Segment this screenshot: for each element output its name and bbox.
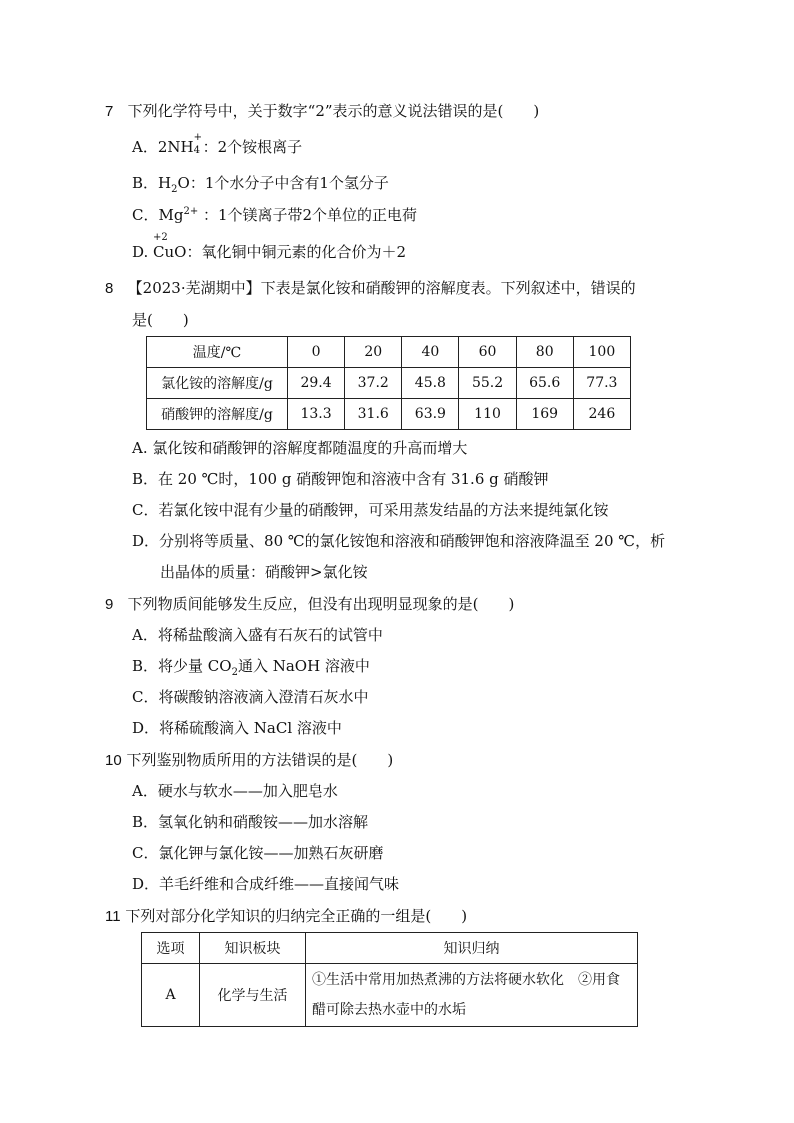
table-cell: 氯化铵的溶解度/g: [147, 368, 288, 399]
table-header-cell: 0: [288, 337, 345, 368]
q7-b-text: ：1个水分子中含有1个氢分子: [189, 174, 389, 192]
q10-option-c: C．氯化钾与氯化铵——加熟石灰研磨: [132, 844, 384, 862]
q10-option-d: D．羊毛纤维和合成纤维——直接闻气味: [132, 875, 400, 893]
q8-option-d-line2: 出晶体的质量：硝酸钾>氯化铵: [160, 563, 368, 581]
table-cell: 化学与生活: [200, 964, 306, 1027]
table-cell: 65.6: [516, 368, 573, 399]
q7-d-valence: +2: [153, 232, 168, 243]
q8-option-c: C．若氯化铵中混有少量的硝酸钾，可采用蒸发结晶的方法来提纯氯化铵: [132, 501, 609, 519]
q8-stem-text: 【2023·芜湖期中】下表是氯化铵和硝酸钾的溶解度表。下列叙述中，错误的: [127, 279, 636, 297]
table-cell: 31.6: [345, 399, 402, 430]
q7-d-text: ：氧化铜中铜元素的化合价为＋2: [186, 243, 407, 261]
table-cell: 77.3: [573, 368, 630, 399]
table-header-cell: 知识归纳: [306, 933, 638, 964]
table-cell: 246: [573, 399, 630, 430]
q7-b-label: B．: [132, 174, 159, 192]
table-header-cell: 100: [573, 337, 630, 368]
q11-stem-text: 下列对部分化学知识的归纳完全正确的一组是( ): [125, 907, 468, 925]
table-cell: ①生活中常用加热煮沸的方法将硬水软化 ②用食醋可除去热水壶中的水垢: [306, 964, 638, 1027]
q10-stem: [105, 753, 393, 768]
q7-b-o: O: [177, 174, 190, 192]
q8-number: 8: [105, 280, 114, 297]
table-cell: 37.2: [345, 368, 402, 399]
q9-option-b: [132, 657, 370, 678]
q8-option-b: B．在 20 ℃时，100 g 硝酸钾饱和溶液中含有 31.6 g 硝酸钾: [132, 470, 549, 488]
q9-stem: [105, 597, 514, 612]
q9-option-a: A．将稀盐酸滴入盛有石灰石的试管中: [132, 626, 383, 644]
q10-number: 10: [105, 752, 122, 769]
table-header-cell: 40: [402, 337, 459, 368]
q10-option-a: A．硬水与软水——加入肥皂水: [132, 782, 338, 800]
q8-option-a: A. 氯化铵和硝酸钾的溶解度都随温度的升高而增大: [132, 439, 468, 457]
q7-stem-text: 下列化学符号中，关于数字“2”表示的意义说法错误的是( ): [127, 102, 540, 120]
table-row: [147, 337, 631, 368]
table-cell: 45.8: [402, 368, 459, 399]
table-row: [147, 368, 631, 399]
table-cell: 硝酸钾的溶解度/g: [147, 399, 288, 430]
q7-a-formula: 2NH: [157, 138, 194, 156]
table-row: [142, 933, 638, 964]
solubility-table: [146, 336, 631, 430]
q7-b-sub: 2: [171, 184, 178, 195]
q9-number: 9: [105, 596, 114, 613]
table-row: [147, 399, 631, 430]
q8-stem-line1: [105, 281, 636, 296]
table-header-cell: 知识板块: [200, 933, 306, 964]
q7-stem: [105, 104, 539, 119]
table-cell: 110: [459, 399, 516, 430]
q9-stem-text: 下列物质间能够发生反应，但没有出现明显现象的是( ): [127, 595, 515, 613]
q8-stem-line2: 是( ): [132, 311, 189, 329]
table-row: [142, 964, 638, 1027]
table-header-cell: 温度/℃: [147, 337, 288, 368]
q7-c-text: ：1个镁离子带2个单位的正电荷: [198, 206, 418, 224]
q7-c-label: C．: [132, 206, 159, 224]
q7-option-b: [132, 174, 389, 195]
q9-option-c: C．将碳酸钠溶液滴入澄清石灰水中: [132, 688, 369, 706]
q11-stem: [105, 909, 467, 924]
table-cell: 13.3: [288, 399, 345, 430]
q7-a-text: ：2个铵根离子: [202, 138, 303, 156]
q7-c-mg: Mg: [158, 206, 184, 224]
q10-option-b: B．氢氧化钠和硝酸铵——加水溶解: [132, 813, 369, 831]
table-cell: 29.4: [288, 368, 345, 399]
q7-option-c: [132, 208, 417, 223]
q7-d-formula: CuO: [153, 243, 187, 261]
q7-number: 7: [105, 103, 114, 120]
table-cell: 55.2: [459, 368, 516, 399]
q11-number: 11: [105, 908, 121, 925]
q10-stem-text: 下列鉴别物质所用的方法错误的是( ): [126, 751, 394, 769]
table-header-cell: 60: [459, 337, 516, 368]
q7-b-h: H: [158, 174, 172, 192]
knowledge-table: [141, 932, 638, 1027]
q8-option-d-line1: D．分别将等质量、80 ℃的氯化铵饱和溶液和硝酸钾饱和溶液降温至 20 ℃，析: [132, 532, 666, 550]
q7-d-label: D.: [132, 243, 149, 261]
table-cell: 169: [516, 399, 573, 430]
q9-b-post: 通入 NaOH 溶液中: [237, 657, 370, 675]
q7-c-sup: 2+: [183, 206, 199, 217]
table-cell: 63.9: [402, 399, 459, 430]
table-header-cell: 选项: [142, 933, 200, 964]
q9-option-d: D．将稀硫酸滴入 NaCl 溶液中: [132, 719, 342, 737]
table-header-cell: 20: [345, 337, 402, 368]
q9-b-sub: 2: [231, 667, 238, 678]
table-cell: A: [142, 964, 200, 1027]
q7-a-label: A．: [132, 138, 158, 156]
table-header-cell: 80: [516, 337, 573, 368]
q9-b-pre: B．将少量 CO: [132, 657, 232, 675]
q7-option-a: A．2NH + 4 ：2个铵根离子: [132, 132, 303, 156]
q7-option-d: [132, 232, 407, 261]
